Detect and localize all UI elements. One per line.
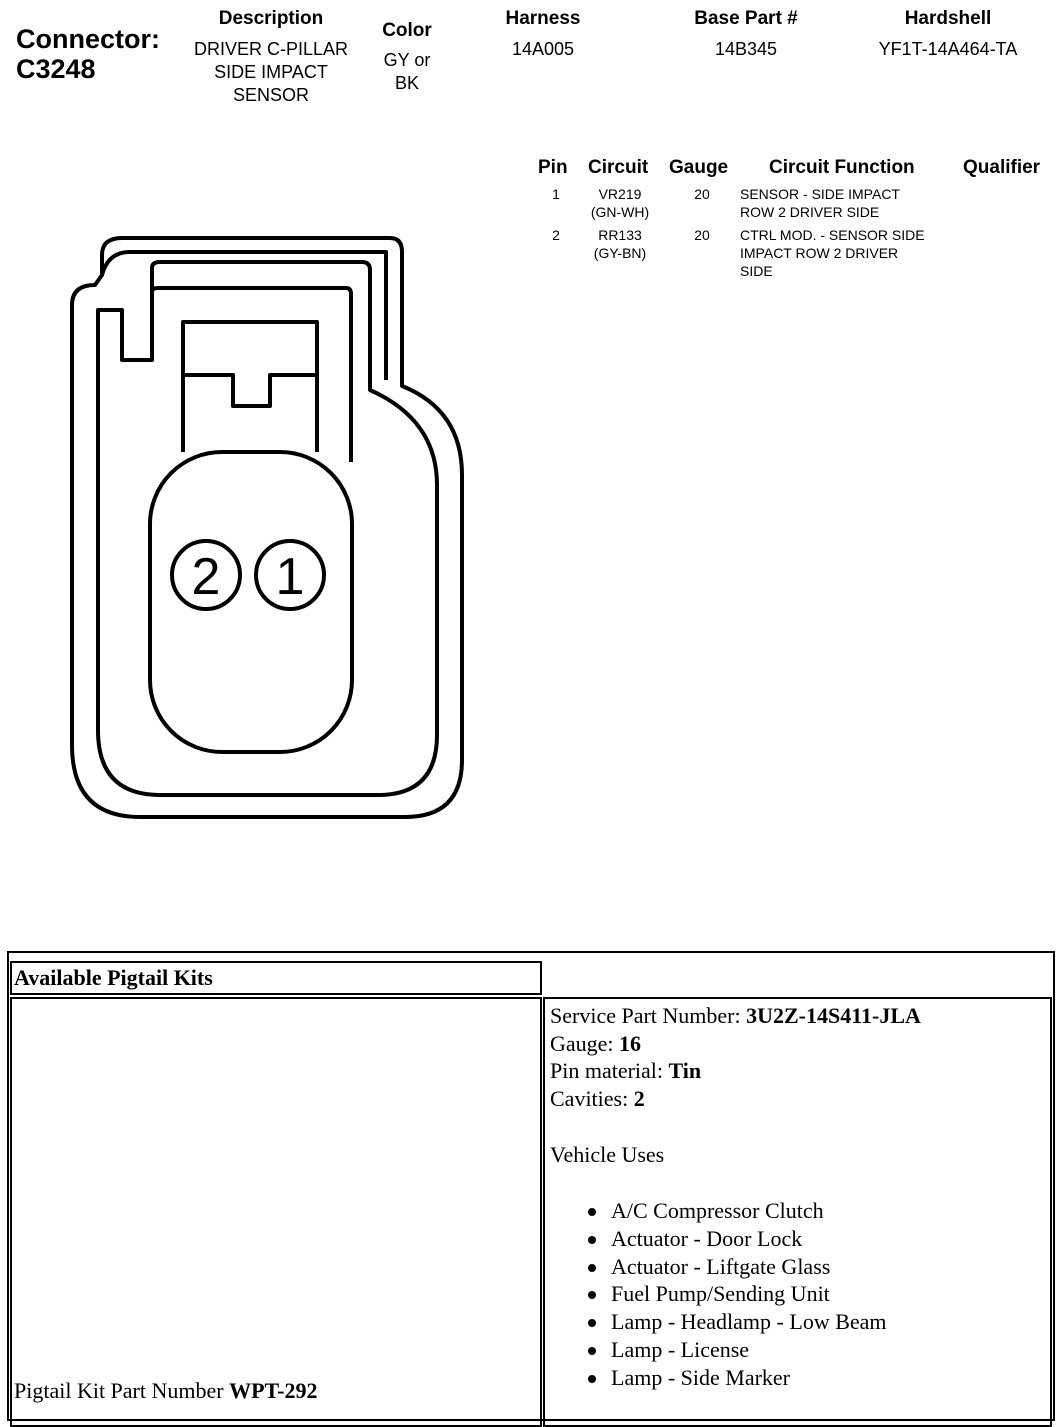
- table-row-1-function: [740, 185, 960, 221]
- vehicle-uses-list: [550, 1197, 887, 1392]
- circuit-function-column-header: Circuit Function: [769, 157, 915, 178]
- color-value: [367, 49, 447, 95]
- service-part-label: Service Part Number:: [550, 1003, 747, 1028]
- cavity-2-label: 2: [191, 548, 221, 606]
- table-row-2-function: [740, 226, 960, 280]
- color-line: BK: [394, 73, 419, 93]
- cavities-value: 2: [633, 1086, 645, 1111]
- circuit-code: RR133: [598, 227, 642, 243]
- base-part-header: Base Part #: [694, 8, 798, 29]
- description-header: Description: [218, 8, 324, 29]
- hardshell-header: Hardshell: [904, 8, 992, 29]
- harness-header: Harness: [505, 8, 581, 29]
- connector-latch-window: [183, 322, 317, 452]
- kit-part-value: WPT-292: [229, 1378, 318, 1403]
- function-line: IMPACT ROW 2 DRIVER: [740, 245, 899, 261]
- circuit-color: (GY-BN): [593, 245, 647, 261]
- table-row-2-circuit: [575, 226, 665, 262]
- list-item: Actuator - Door Lock: [550, 1225, 887, 1253]
- connector-outer-housing: [72, 238, 462, 817]
- gauge-line: [550, 1030, 641, 1058]
- pin-material-line: [550, 1057, 701, 1085]
- table-row-1-circuit: [575, 185, 665, 221]
- qualifier-column-header: Qualifier: [963, 157, 1041, 178]
- kit-part-label: Pigtail Kit Part Number: [14, 1378, 230, 1403]
- cavities-line: [550, 1085, 645, 1113]
- pigtail-kit-part-number: [14, 1378, 318, 1404]
- vehicle-uses-heading: Vehicle Uses: [550, 1142, 665, 1167]
- service-part-value: 3U2Z-14S411-JLA: [746, 1003, 921, 1028]
- connector-label: Connector:: [16, 24, 160, 54]
- color-header: Color: [382, 20, 432, 41]
- gauge-label: Gauge:: [550, 1031, 620, 1056]
- hardshell-value: YF1T-14A464-TA: [878, 39, 1018, 59]
- list-item: Lamp - License: [550, 1336, 887, 1364]
- color-line: GY or: [383, 50, 431, 70]
- function-line: SIDE: [740, 263, 773, 279]
- pigtail-image-cell: [10, 997, 542, 1427]
- circuit-column-header: Circuit: [588, 157, 649, 178]
- base-part-value: 14B345: [714, 39, 778, 59]
- table-row-1-pin: 1: [552, 186, 560, 202]
- description-line: DRIVER C-PILLAR: [193, 39, 349, 59]
- function-line: CTRL MOD. - SENSOR SIDE: [740, 227, 925, 243]
- pigtail-title: Available Pigtail Kits: [14, 965, 213, 990]
- pin-cavity-body: [150, 452, 352, 752]
- pin-material-value: Tin: [668, 1058, 702, 1083]
- cavities-label: Cavities:: [550, 1086, 634, 1111]
- harness-value: 14A005: [511, 39, 575, 59]
- list-item: Lamp - Headlamp - Low Beam: [550, 1308, 887, 1336]
- table-row-1-gauge: 20: [694, 186, 710, 202]
- description-line: SENSOR: [232, 85, 310, 105]
- gauge-column-header: Gauge: [669, 157, 729, 178]
- cavity-1-label: 1: [275, 548, 305, 606]
- description-line: SIDE IMPACT: [214, 62, 328, 82]
- connector-id: C3248: [16, 54, 96, 84]
- list-item: Fuel Pump/Sending Unit: [550, 1280, 887, 1308]
- pin-column-header: Pin: [538, 157, 568, 178]
- gauge-value: 16: [619, 1031, 642, 1056]
- list-item: Actuator - Liftgate Glass: [550, 1253, 887, 1281]
- circuit-code: VR219: [598, 186, 642, 202]
- description-value: [176, 38, 366, 107]
- connector-latch-tab: [183, 375, 317, 406]
- service-part-number: [550, 1002, 921, 1030]
- list-item: A/C Compressor Clutch: [550, 1197, 887, 1225]
- connector-face-diagram: [60, 228, 470, 828]
- connector-title: [16, 24, 160, 84]
- circuit-color: (GN-WH): [590, 204, 650, 220]
- function-line: SENSOR - SIDE IMPACT: [740, 186, 900, 202]
- table-row-2-pin: 2: [552, 227, 560, 243]
- pin-material-label: Pin material:: [550, 1058, 669, 1083]
- list-item: Lamp - Side Marker: [550, 1364, 887, 1392]
- function-line: ROW 2 DRIVER SIDE: [740, 204, 880, 220]
- table-row-2-gauge: 20: [694, 227, 710, 243]
